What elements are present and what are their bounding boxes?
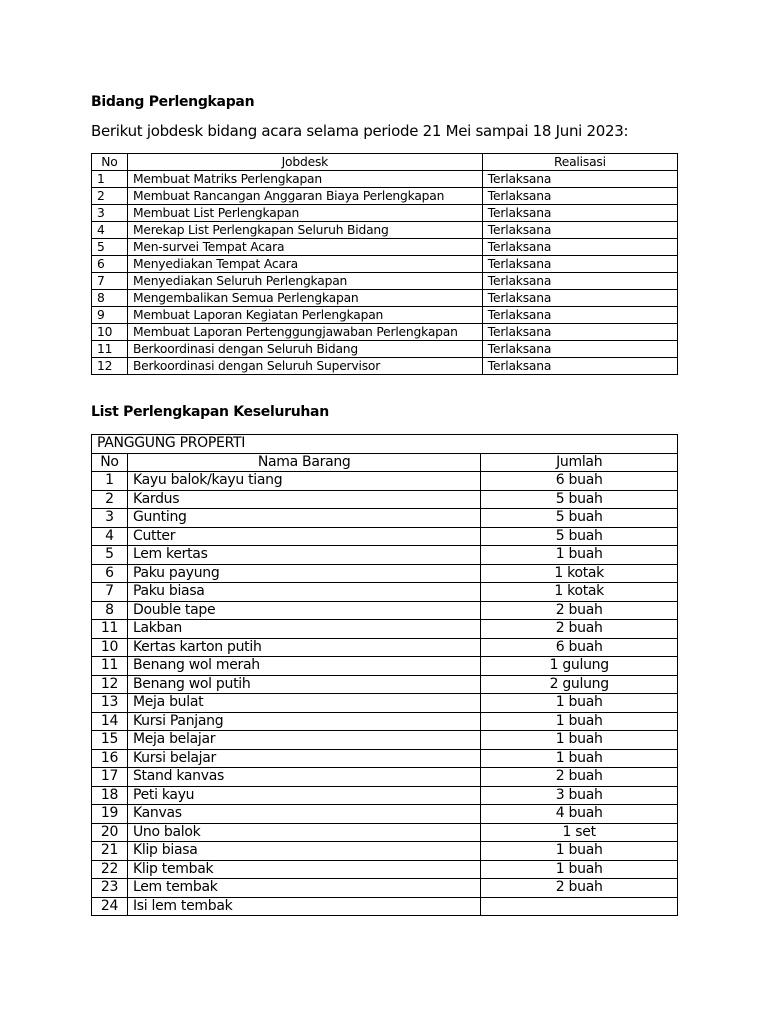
cell-no: 14 bbox=[92, 712, 128, 731]
cell-no: 8 bbox=[92, 290, 128, 307]
cell-jumlah: 1 buah bbox=[481, 842, 678, 861]
cell-no: 6 bbox=[92, 256, 128, 273]
table-row bbox=[92, 239, 678, 256]
cell-nama-barang: Lem kertas bbox=[127, 546, 480, 565]
cell-nama-barang: Paku biasa bbox=[127, 583, 480, 602]
table-row bbox=[92, 712, 678, 731]
cell-realisasi: Terlaksana bbox=[482, 222, 677, 239]
table-row bbox=[92, 601, 678, 620]
cell-jobdesk: Membuat List Perlengkapan bbox=[127, 205, 482, 222]
cell-no: 8 bbox=[92, 601, 128, 620]
header-jumlah: Jumlah bbox=[481, 453, 678, 472]
cell-nama-barang: Uno balok bbox=[127, 823, 480, 842]
table-header-row bbox=[92, 453, 678, 472]
cell-no: 15 bbox=[92, 731, 128, 750]
cell-jumlah: 3 buah bbox=[481, 786, 678, 805]
cell-jumlah: 1 buah bbox=[481, 694, 678, 713]
cell-jumlah: 6 buah bbox=[481, 472, 678, 491]
cell-no: 24 bbox=[92, 897, 128, 916]
cell-nama-barang: Paku payung bbox=[127, 564, 480, 583]
cell-no: 2 bbox=[92, 490, 128, 509]
cell-no: 13 bbox=[92, 694, 128, 713]
table-header-row bbox=[92, 154, 678, 171]
table-row bbox=[92, 823, 678, 842]
table-row bbox=[92, 188, 678, 205]
cell-jumlah: 2 buah bbox=[481, 601, 678, 620]
table-row bbox=[92, 731, 678, 750]
table-row bbox=[92, 675, 678, 694]
cell-jumlah: 1 buah bbox=[481, 546, 678, 565]
cell-jobdesk: Membuat Rancangan Anggaran Biaya Perlengkapan bbox=[127, 188, 482, 205]
cell-no: 1 bbox=[92, 472, 128, 491]
cell-no: 11 bbox=[92, 341, 128, 358]
table-row bbox=[92, 897, 678, 916]
cell-nama-barang: Meja bulat bbox=[127, 694, 480, 713]
cell-no: 10 bbox=[92, 324, 128, 341]
cell-realisasi: Terlaksana bbox=[482, 205, 677, 222]
table-row bbox=[92, 307, 678, 324]
cell-jobdesk: Menyediakan Tempat Acara bbox=[127, 256, 482, 273]
cell-no: 3 bbox=[92, 509, 128, 528]
table-row bbox=[92, 583, 678, 602]
table-row bbox=[92, 768, 678, 787]
jobdesk-table bbox=[91, 153, 678, 375]
cell-realisasi: Terlaksana bbox=[482, 307, 677, 324]
cell-jumlah bbox=[481, 897, 678, 916]
table-row bbox=[92, 273, 678, 290]
cell-nama-barang: Kursi Panjang bbox=[127, 712, 480, 731]
cell-jumlah: 5 buah bbox=[481, 527, 678, 546]
cell-jobdesk: Men-survei Tempat Acara bbox=[127, 239, 482, 256]
cell-no: 4 bbox=[92, 222, 128, 239]
cell-jobdesk: Mengembalikan Semua Perlengkapan bbox=[127, 290, 482, 307]
cell-nama-barang: Benang wol merah bbox=[127, 657, 480, 676]
cell-nama-barang: Klip tembak bbox=[127, 860, 480, 879]
cell-realisasi: Terlaksana bbox=[482, 273, 677, 290]
group-title-row bbox=[92, 435, 678, 454]
cell-jobdesk: Berkoordinasi dengan Seluruh Bidang bbox=[127, 341, 482, 358]
cell-jumlah: 1 buah bbox=[481, 860, 678, 879]
cell-no: 11 bbox=[92, 620, 128, 639]
cell-jumlah: 2 gulung bbox=[481, 675, 678, 694]
cell-no: 5 bbox=[92, 239, 128, 256]
cell-no: 10 bbox=[92, 638, 128, 657]
table-row bbox=[92, 620, 678, 639]
table-row bbox=[92, 786, 678, 805]
cell-no: 19 bbox=[92, 805, 128, 824]
cell-realisasi: Terlaksana bbox=[482, 171, 677, 188]
cell-nama-barang: Gunting bbox=[127, 509, 480, 528]
cell-nama-barang: Kardus bbox=[127, 490, 480, 509]
cell-nama-barang: Kertas karton putih bbox=[127, 638, 480, 657]
table-row bbox=[92, 358, 678, 375]
cell-jumlah: 5 buah bbox=[481, 509, 678, 528]
table-row bbox=[92, 546, 678, 565]
cell-no: 9 bbox=[92, 307, 128, 324]
cell-jumlah: 5 buah bbox=[481, 490, 678, 509]
cell-jumlah: 1 kotak bbox=[481, 564, 678, 583]
cell-nama-barang: Klip biasa bbox=[127, 842, 480, 861]
cell-nama-barang: Lakban bbox=[127, 620, 480, 639]
section-title-list: List Perlengkapan Keseluruhan bbox=[91, 404, 329, 420]
table-row bbox=[92, 472, 678, 491]
cell-jumlah: 1 buah bbox=[481, 731, 678, 750]
cell-no: 17 bbox=[92, 768, 128, 787]
cell-no: 11 bbox=[92, 657, 128, 676]
cell-jumlah: 1 kotak bbox=[481, 583, 678, 602]
cell-jumlah: 2 buah bbox=[481, 768, 678, 787]
cell-realisasi: Terlaksana bbox=[482, 239, 677, 256]
cell-jumlah: 1 buah bbox=[481, 712, 678, 731]
cell-jumlah: 6 buah bbox=[481, 638, 678, 657]
table-row bbox=[92, 341, 678, 358]
group-title: PANGGUNG PROPERTI bbox=[92, 435, 678, 454]
table-row bbox=[92, 564, 678, 583]
cell-jobdesk: Berkoordinasi dengan Seluruh Supervisor bbox=[127, 358, 482, 375]
table-row bbox=[92, 490, 678, 509]
cell-nama-barang: Kayu balok/kayu tiang bbox=[127, 472, 480, 491]
cell-realisasi: Terlaksana bbox=[482, 324, 677, 341]
cell-jumlah: 2 buah bbox=[481, 620, 678, 639]
header-realisasi: Realisasi bbox=[482, 154, 677, 171]
section-title-perlengkapan: Bidang Perlengkapan bbox=[91, 94, 255, 110]
header-nama-barang: Nama Barang bbox=[127, 453, 480, 472]
cell-nama-barang: Meja belajar bbox=[127, 731, 480, 750]
cell-realisasi: Terlaksana bbox=[482, 188, 677, 205]
cell-jumlah: 1 buah bbox=[481, 749, 678, 768]
cell-no: 7 bbox=[92, 273, 128, 290]
header-no: No bbox=[92, 154, 128, 171]
table-row bbox=[92, 638, 678, 657]
cell-jobdesk: Membuat Laporan Pertenggungjawaban Perlengkapan bbox=[127, 324, 482, 341]
table-row bbox=[92, 527, 678, 546]
table-row bbox=[92, 842, 678, 861]
cell-realisasi: Terlaksana bbox=[482, 290, 677, 307]
cell-no: 16 bbox=[92, 749, 128, 768]
table-row bbox=[92, 171, 678, 188]
table-row bbox=[92, 256, 678, 273]
table-row bbox=[92, 324, 678, 341]
cell-nama-barang: Kursi belajar bbox=[127, 749, 480, 768]
table-row bbox=[92, 749, 678, 768]
cell-no: 20 bbox=[92, 823, 128, 842]
table-row bbox=[92, 509, 678, 528]
cell-no: 6 bbox=[92, 564, 128, 583]
table-row bbox=[92, 694, 678, 713]
header-no: No bbox=[92, 453, 128, 472]
cell-jumlah: 1 set bbox=[481, 823, 678, 842]
table-row bbox=[92, 879, 678, 898]
table-row bbox=[92, 222, 678, 239]
cell-no: 23 bbox=[92, 879, 128, 898]
cell-no: 3 bbox=[92, 205, 128, 222]
header-jobdesk: Jobdesk bbox=[127, 154, 482, 171]
cell-jobdesk: Membuat Matriks Perlengkapan bbox=[127, 171, 482, 188]
intro-paragraph: Berikut jobdesk bidang acara selama periode 21 Mei sampai 18 Juni 2023: bbox=[91, 122, 629, 140]
cell-no: 4 bbox=[92, 527, 128, 546]
table-row bbox=[92, 860, 678, 879]
cell-nama-barang: Kanvas bbox=[127, 805, 480, 824]
cell-realisasi: Terlaksana bbox=[482, 358, 677, 375]
cell-nama-barang: Cutter bbox=[127, 527, 480, 546]
cell-jobdesk: Menyediakan Seluruh Perlengkapan bbox=[127, 273, 482, 290]
cell-jobdesk: Membuat Laporan Kegiatan Perlengkapan bbox=[127, 307, 482, 324]
cell-no: 1 bbox=[92, 171, 128, 188]
cell-jumlah: 4 buah bbox=[481, 805, 678, 824]
cell-nama-barang: Lem tembak bbox=[127, 879, 480, 898]
equipment-list-table bbox=[91, 434, 678, 916]
cell-nama-barang: Double tape bbox=[127, 601, 480, 620]
cell-no: 2 bbox=[92, 188, 128, 205]
cell-realisasi: Terlaksana bbox=[482, 256, 677, 273]
cell-nama-barang: Benang wol putih bbox=[127, 675, 480, 694]
cell-no: 22 bbox=[92, 860, 128, 879]
cell-nama-barang: Stand kanvas bbox=[127, 768, 480, 787]
cell-no: 12 bbox=[92, 675, 128, 694]
cell-no: 18 bbox=[92, 786, 128, 805]
table-row bbox=[92, 805, 678, 824]
cell-nama-barang: Peti kayu bbox=[127, 786, 480, 805]
cell-no: 21 bbox=[92, 842, 128, 861]
cell-no: 12 bbox=[92, 358, 128, 375]
table-row bbox=[92, 205, 678, 222]
cell-realisasi: Terlaksana bbox=[482, 341, 677, 358]
cell-jumlah: 1 gulung bbox=[481, 657, 678, 676]
cell-no: 5 bbox=[92, 546, 128, 565]
cell-jobdesk: Merekap List Perlengkapan Seluruh Bidang bbox=[127, 222, 482, 239]
table-row bbox=[92, 290, 678, 307]
cell-nama-barang: Isi lem tembak bbox=[127, 897, 480, 916]
table-row bbox=[92, 657, 678, 676]
cell-no: 7 bbox=[92, 583, 128, 602]
cell-jumlah: 2 buah bbox=[481, 879, 678, 898]
